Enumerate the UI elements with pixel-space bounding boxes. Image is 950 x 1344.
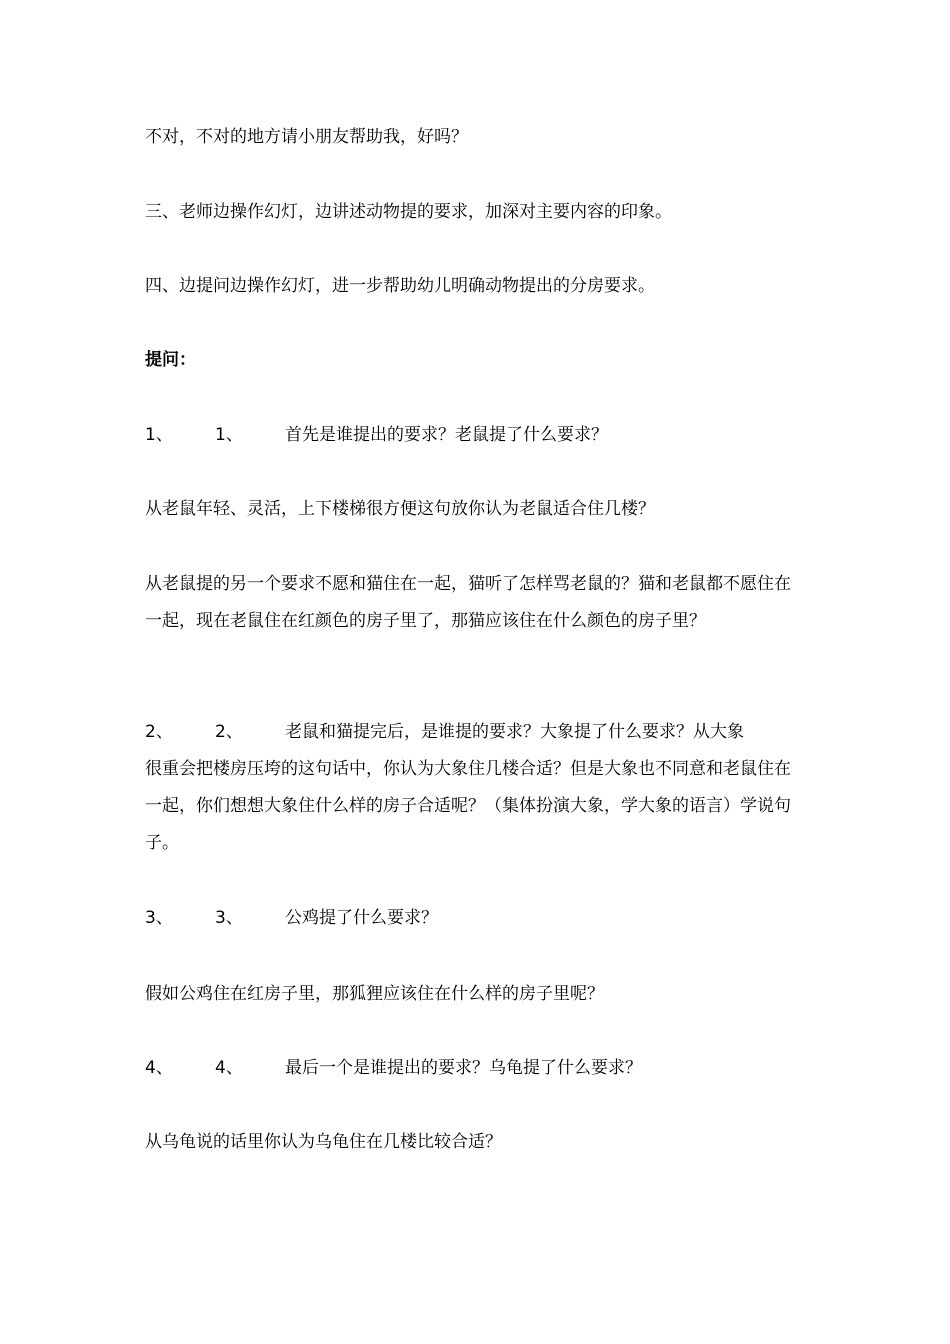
paragraph-step-four: 四、边提问边操作幻灯，进一步帮助幼儿明确动物提出的分房要求。 <box>145 276 655 296</box>
item-number-inner: 3、 <box>215 908 243 928</box>
item-number-inner: 4、 <box>215 1058 243 1078</box>
questions-heading: 提问： <box>145 350 196 370</box>
item-number-outer: 1、 <box>145 425 173 445</box>
paragraph-mouse-floor: 从老鼠年轻、灵活，上下楼梯很方便这句放你认为老鼠适合住几楼？ <box>145 499 655 519</box>
item-text-continuation: 很重会把楼房压垮的这句话中，你认为大象住几楼合适？但是大象也不同意和老鼠住在一起，你们想想大象住什么样的房子合适呢？（集体扮演大象，学大象的语言）学说句子。 <box>145 759 791 853</box>
paragraph-mouse-cat: 从老鼠提的另一个要求不愿和猫住在一起，猫听了怎样骂老鼠的？猫和老鼠都不愿住在一起，现在老鼠住在红颜色的房子里了，那猫应该住在什么颜色的房子里？ <box>145 574 791 631</box>
item-number-outer: 3、 <box>145 908 173 928</box>
paragraph-turtle: 从乌龟说的话里你认为乌龟住在几楼比较合适？ <box>145 1132 502 1152</box>
item-number-outer: 4、 <box>145 1058 173 1078</box>
paragraph-correction: 不对，不对的地方请小朋友帮助我，好吗？ <box>145 127 468 147</box>
item-text: 首先是谁提出的要求？老鼠提了什么要求？ <box>285 425 608 445</box>
item-text: 最后一个是谁提出的要求？乌龟提了什么要求？ <box>285 1058 642 1078</box>
item-number-inner: 2、 <box>215 722 243 742</box>
item-number-outer: 2、 <box>145 722 173 742</box>
paragraph-step-three: 三、老师边操作幻灯，边讲述动物提的要求，加深对主要内容的印象。 <box>145 202 672 222</box>
item-number-inner: 1、 <box>215 425 243 445</box>
item-text-line1: 老鼠和猫提完后，是谁提的要求？大象提了什么要求？从大象 <box>285 722 744 742</box>
item-text: 公鸡提了什么要求？ <box>285 908 438 928</box>
paragraph-rooster-fox: 假如公鸡住在红房子里，那狐狸应该住在什么样的房子里呢？ <box>145 984 604 1004</box>
